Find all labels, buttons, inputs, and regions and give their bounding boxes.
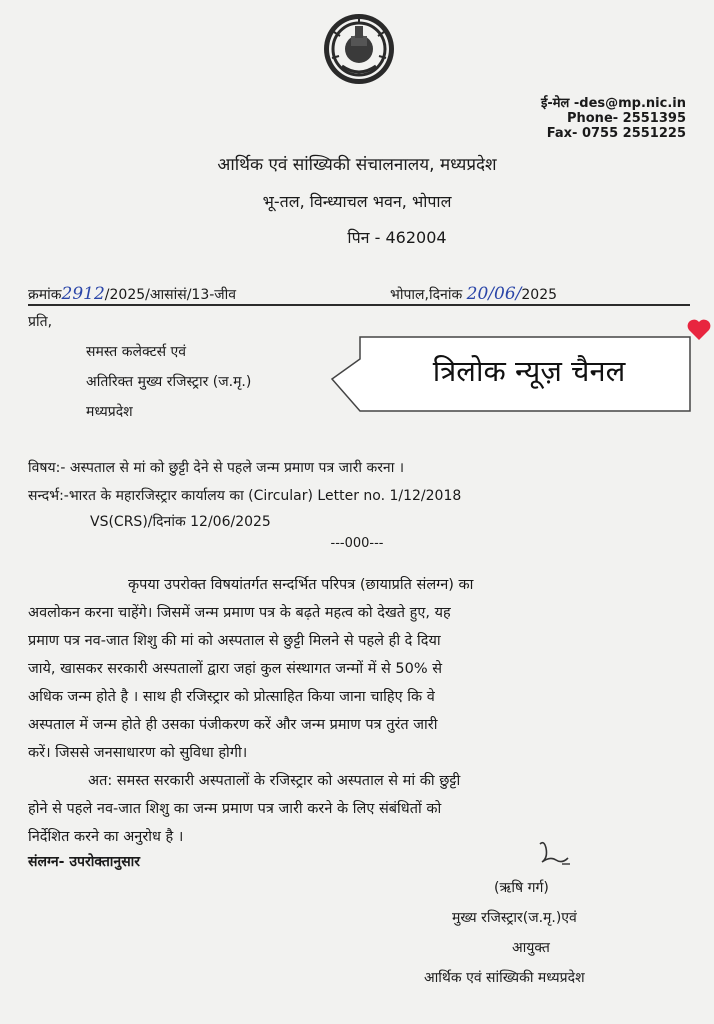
body-line: करें। जिससे जनसाधारण को सुविधा होगी। [28,745,248,761]
reference-circular-line1: सन्दर्भ:-भारत के महारजिस्ट्रार कार्यालय का (Circular) Letter no. 1/12/2018 [28,488,462,504]
email-text: ई-मेल -des@mp.nic.in [540,96,686,111]
subject-line: विषय:- अस्पताल से मां को छुट्टी देने से पहले जन्म प्रमाण पत्र जारी करना । [28,460,405,476]
heart-icon [686,318,712,342]
body-line: प्रमाण पत्र नव-जात शिशु की मां को अस्पताल से छुट्टी मिलने से पहले ही दे दिया [28,633,441,649]
department-pin: पिन - 462004 [347,228,447,247]
reference-line [28,284,688,304]
reference-number-rest: /2025/आसांसं/13-जीव [104,287,237,303]
signatory-designation1: मुख्य रजिस्ट्रार(ज.मृ.)एवं [452,910,577,926]
recipient-to: प्रति, [28,314,53,330]
reference-prefix: क्रमांक [28,287,62,303]
header-divider [28,304,690,306]
handwritten-date: 20/06/ [466,284,522,304]
body-line: निर्देशित करने का अनुरोध है । [28,829,184,845]
signatory-name: (ऋषि गर्ग) [494,880,549,896]
signatory-designation3: आर्थिक एवं सांख्यिकी मध्यप्रदेश [424,970,585,986]
signatory-designation2: आयुक्त [512,940,550,956]
recipient-line3: मध्यप्रदेश [86,404,133,420]
phone-text: Phone- 2551395 [566,111,686,126]
fax-text: Fax- 0755 2551225 [546,126,686,141]
department-address: भू-तल, विन्ध्याचल भवन, भोपाल [262,192,452,211]
channel-badge-text: त्रिलोक न्यूज़ चैनल [432,354,626,388]
department-name: आर्थिक एवं सांख्यिकी संचालनालय, मध्यप्रदेश [217,155,497,175]
reference-year: 2025 [521,287,558,303]
section-separator: ---000--- [330,536,384,551]
body-line: अवलोकन करना चाहेंगे। जिसमें जन्म प्रमाण पत्र के बढ़ते महत्व को देखते हुए, यह [28,605,451,621]
body-line: होने से पहले नव-जात शिशु का जन्म प्रमाण पत्र जारी करने के लिए संबंधितों को [28,801,442,817]
body-line: अस्पताल में जन्म होते ही उसका पंजीकरण करें और जन्म प्रमाण पत्र तुरंत जारी [28,717,438,733]
reference-number [28,284,236,304]
recipient-line2: अतिरिक्त मुख्य रजिस्ट्रार (ज.मृ.) [86,374,252,390]
body-line: कृपया उपरोक्त विषयांतर्गत सन्दर्भित परिपत्र (छायाप्रति संलग्न) का [128,577,474,593]
contact-block [466,96,686,141]
channel-badge [330,331,698,417]
attachment-note: संलग्न- उपरोक्तानुसार [28,854,141,870]
recipient-line1: समस्त कलेक्टर्स एवं [86,344,187,360]
reference-date [390,284,557,304]
state-emblem-logo [322,12,396,86]
body-line: जाये, खासकर सरकारी अस्पतालों द्वारा जहां कुल संस्थागत जन्मों में से 50% से [28,661,443,677]
handwritten-signature [534,838,574,868]
reference-place: भोपाल,दिनांक [390,287,463,303]
handwritten-number: 2912 [61,284,105,304]
body-line: अधिक जन्म होते है । साथ ही रजिस्ट्रार को प्रोत्साहित किया जाना चाहिए कि वे [28,689,435,705]
body-line: अत: समस्त सरकारी अस्पतालों के रजिस्ट्रार को अस्पताल से मां की छुट्टी [88,773,461,789]
reference-circular-line2: VS(CRS)/दिनांक 12/06/2025 [90,514,271,530]
